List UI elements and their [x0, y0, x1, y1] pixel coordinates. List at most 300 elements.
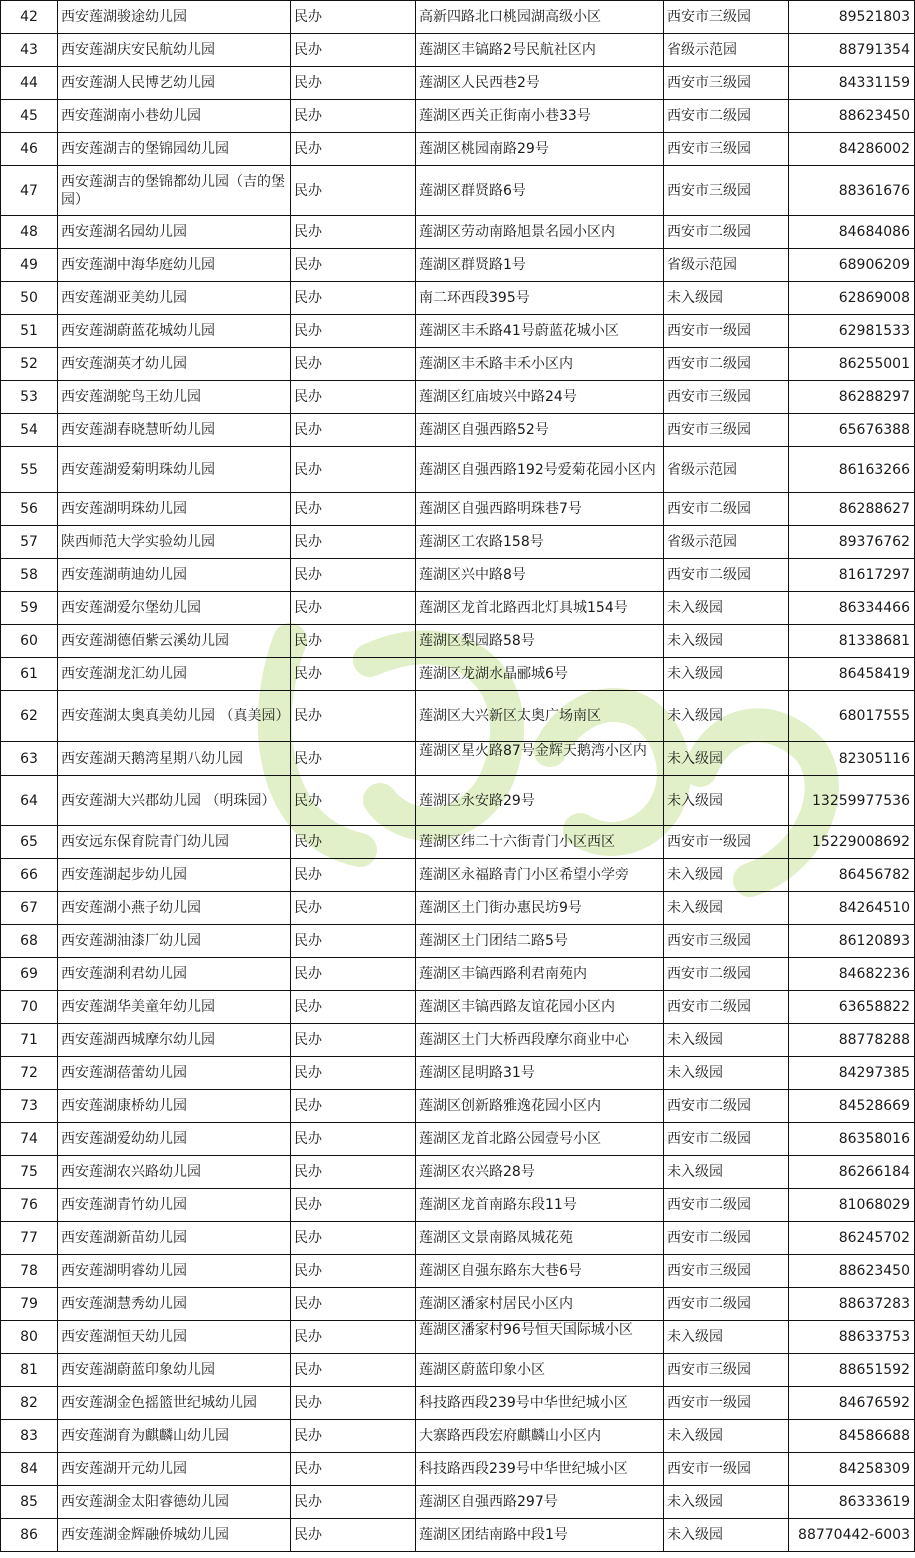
row-index: 73	[1, 1090, 58, 1123]
grade-level: 西安市二级园	[664, 100, 789, 133]
kindergarten-address: 莲湖区丰禾路41号蔚蓝花城小区	[416, 315, 664, 348]
ownership-type: 民办	[291, 1288, 416, 1321]
kindergarten-name: 西安莲湖龙汇幼儿园	[58, 658, 291, 691]
row-index: 72	[1, 1057, 58, 1090]
phone-number: 84528669	[789, 1090, 915, 1123]
ownership-type: 民办	[291, 1321, 416, 1354]
table-row	[1, 34, 915, 67]
table-row	[1, 742, 915, 776]
row-index: 78	[1, 1255, 58, 1288]
phone-number: 81338681	[789, 625, 915, 658]
kindergarten-address: 莲湖区农兴路28号	[416, 1156, 664, 1189]
grade-level: 西安市二级园	[664, 493, 789, 526]
ownership-type: 民办	[291, 1453, 416, 1486]
kindergarten-name: 西安莲湖太奥真美幼儿园 （真美园）	[58, 691, 291, 742]
kindergarten-name: 西安莲湖中海华庭幼儿园	[58, 249, 291, 282]
phone-number: 65676388	[789, 414, 915, 447]
kindergarten-address: 莲湖区团结南路中段1号	[416, 1519, 664, 1552]
table-row	[1, 216, 915, 249]
table-row	[1, 1255, 915, 1288]
grade-level: 未入级园	[664, 1057, 789, 1090]
kindergarten-address: 莲湖区永福路青门小区希望小学旁	[416, 859, 664, 892]
table-row	[1, 1123, 915, 1156]
kindergarten-name: 西安莲湖蔚蓝印象幼儿园	[58, 1354, 291, 1387]
grade-level: 未入级园	[664, 1321, 789, 1354]
kindergarten-name: 西安莲湖慧秀幼儿园	[58, 1288, 291, 1321]
table-row	[1, 166, 915, 216]
kindergarten-name: 西安莲湖金太阳睿德幼儿园	[58, 1486, 291, 1519]
grade-level: 西安市三级园	[664, 1, 789, 34]
phone-number: 88791354	[789, 34, 915, 67]
grade-level: 西安市二级园	[664, 1123, 789, 1156]
kindergarten-address: 科技路西段239号中华世纪城小区	[416, 1453, 664, 1486]
kindergarten-name: 西安莲湖天鹅湾星期八幼儿园	[58, 742, 291, 776]
table-row	[1, 1222, 915, 1255]
kindergarten-address: 莲湖区大兴新区太奥广场南区	[416, 691, 664, 742]
ownership-type: 民办	[291, 1255, 416, 1288]
grade-level: 省级示范园	[664, 34, 789, 67]
grade-level: 西安市二级园	[664, 1090, 789, 1123]
row-index: 71	[1, 1024, 58, 1057]
row-index: 84	[1, 1453, 58, 1486]
ownership-type: 民办	[291, 826, 416, 859]
ownership-type: 民办	[291, 1354, 416, 1387]
row-index: 85	[1, 1486, 58, 1519]
ownership-type: 民办	[291, 249, 416, 282]
phone-number: 88637283	[789, 1288, 915, 1321]
kindergarten-address: 莲湖区梨园路58号	[416, 625, 664, 658]
table-row	[1, 1486, 915, 1519]
kindergarten-name: 西安莲湖骏途幼儿园	[58, 1, 291, 34]
phone-number: 86334466	[789, 592, 915, 625]
ownership-type: 民办	[291, 592, 416, 625]
row-index: 53	[1, 381, 58, 414]
row-index: 67	[1, 892, 58, 925]
ownership-type: 民办	[291, 414, 416, 447]
table-row	[1, 859, 915, 892]
row-index: 74	[1, 1123, 58, 1156]
kindergarten-address-text: 莲湖区潘家村96号恒天国际城小区	[419, 1322, 633, 1338]
row-index: 61	[1, 658, 58, 691]
phone-number: 84586688	[789, 1420, 915, 1453]
table-row	[1, 991, 915, 1024]
phone-number: 86288297	[789, 381, 915, 414]
table-row	[1, 348, 915, 381]
kindergarten-address: 莲湖区自强东路东大巷6号	[416, 1255, 664, 1288]
kindergarten-name: 西安莲湖金辉融侨城幼儿园	[58, 1519, 291, 1552]
grade-level: 西安市二级园	[664, 1288, 789, 1321]
grade-level: 西安市三级园	[664, 925, 789, 958]
grade-level: 未入级园	[664, 776, 789, 826]
row-index: 76	[1, 1189, 58, 1222]
kindergarten-address: 莲湖区永安路29号	[416, 776, 664, 826]
row-index: 50	[1, 282, 58, 315]
row-index: 44	[1, 67, 58, 100]
kindergarten-name: 西安莲湖爱幼幼儿园	[58, 1123, 291, 1156]
ownership-type: 民办	[291, 216, 416, 249]
kindergarten-address: 莲湖区兴中路8号	[416, 559, 664, 592]
kindergarten-address: 莲湖区自强西路52号	[416, 414, 664, 447]
kindergarten-name: 西安莲湖新苗幼儿园	[58, 1222, 291, 1255]
phone-number: 86255001	[789, 348, 915, 381]
phone-number: 88633753	[789, 1321, 915, 1354]
phone-number: 84684086	[789, 216, 915, 249]
kindergarten-address: 高新四路北口桃园湖高级小区	[416, 1, 664, 34]
row-index: 70	[1, 991, 58, 1024]
grade-level: 西安市三级园	[664, 133, 789, 166]
grade-level: 未入级园	[664, 1519, 789, 1552]
table-row	[1, 133, 915, 166]
table-row	[1, 925, 915, 958]
grade-level: 西安市一级园	[664, 826, 789, 859]
ownership-type: 民办	[291, 1090, 416, 1123]
kindergarten-name: 西安莲湖起步幼儿园	[58, 859, 291, 892]
kindergarten-address: 莲湖区潘家村居民小区内	[416, 1288, 664, 1321]
kindergarten-address: 莲湖区丰禾路丰禾小区内	[416, 348, 664, 381]
table-row	[1, 1090, 915, 1123]
table-row	[1, 447, 915, 493]
table-row	[1, 1420, 915, 1453]
kindergarten-address: 莲湖区丰镐西路友谊花园小区内	[416, 991, 664, 1024]
table-row	[1, 315, 915, 348]
table-row	[1, 1024, 915, 1057]
kindergarten-name: 西安莲湖萌迪幼儿园	[58, 559, 291, 592]
phone-number: 62869008	[789, 282, 915, 315]
kindergarten-name: 西安莲湖西城摩尔幼儿园	[58, 1024, 291, 1057]
row-index: 55	[1, 447, 58, 493]
phone-number: 86288627	[789, 493, 915, 526]
kindergarten-name: 西安莲湖英才幼儿园	[58, 348, 291, 381]
ownership-type: 民办	[291, 1222, 416, 1255]
phone-number: 86333619	[789, 1486, 915, 1519]
table-row	[1, 1387, 915, 1420]
table-row	[1, 493, 915, 526]
kindergarten-name: 陕西师范大学实验幼儿园	[58, 526, 291, 559]
kindergarten-address: 莲湖区人民西巷2号	[416, 67, 664, 100]
kindergarten-address: 南二环西段395号	[416, 282, 664, 315]
kindergarten-address: 莲湖区土门团结二路5号	[416, 925, 664, 958]
phone-number: 84676592	[789, 1387, 915, 1420]
table-row	[1, 1519, 915, 1552]
kindergarten-name: 西安莲湖金色摇篮世纪城幼儿园	[58, 1387, 291, 1420]
phone-number: 62981533	[789, 315, 915, 348]
table-row	[1, 776, 915, 826]
grade-level: 西安市二级园	[664, 991, 789, 1024]
kindergarten-name: 西安莲湖名园幼儿园	[58, 216, 291, 249]
grade-level: 未入级园	[664, 592, 789, 625]
kindergarten-address	[416, 742, 664, 776]
ownership-type: 民办	[291, 526, 416, 559]
row-index: 47	[1, 166, 58, 216]
phone-number: 84264510	[789, 892, 915, 925]
grade-level: 未入级园	[664, 625, 789, 658]
grade-level: 西安市三级园	[664, 381, 789, 414]
row-index: 68	[1, 925, 58, 958]
row-index: 82	[1, 1387, 58, 1420]
grade-level: 省级示范园	[664, 249, 789, 282]
phone-number: 68017555	[789, 691, 915, 742]
grade-level: 西安市三级园	[664, 1255, 789, 1288]
kindergarten-name: 西安莲湖爱尔堡幼儿园	[58, 592, 291, 625]
ownership-type: 民办	[291, 348, 416, 381]
kindergarten-name: 西安莲湖油漆厂幼儿园	[58, 925, 291, 958]
row-index: 52	[1, 348, 58, 381]
kindergarten-name: 西安莲湖恒天幼儿园	[58, 1321, 291, 1354]
ownership-type: 民办	[291, 1387, 416, 1420]
row-index: 57	[1, 526, 58, 559]
ownership-type: 民办	[291, 1420, 416, 1453]
kindergarten-name: 西安莲湖吉的堡锦园幼儿园	[58, 133, 291, 166]
kindergarten-name: 西安莲湖蔚蓝花城幼儿园	[58, 315, 291, 348]
phone-number: 81068029	[789, 1189, 915, 1222]
table-row	[1, 1321, 915, 1354]
phone-number: 84331159	[789, 67, 915, 100]
row-index: 43	[1, 34, 58, 67]
kindergarten-name: 西安莲湖开元幼儿园	[58, 1453, 291, 1486]
kindergarten-name: 西安莲湖大兴郡幼儿园 （明珠园）	[58, 776, 291, 826]
row-index: 64	[1, 776, 58, 826]
kindergarten-name: 西安莲湖亚美幼儿园	[58, 282, 291, 315]
ownership-type: 民办	[291, 742, 416, 776]
kindergarten-name: 西安莲湖春晓慧昕幼儿园	[58, 414, 291, 447]
phone-number: 88770442-6003	[789, 1519, 915, 1552]
table-row	[1, 592, 915, 625]
table-row	[1, 381, 915, 414]
ownership-type: 民办	[291, 447, 416, 493]
phone-number: 15229008692	[789, 826, 915, 859]
ownership-type: 民办	[291, 859, 416, 892]
grade-level: 未入级园	[664, 658, 789, 691]
table-row	[1, 1288, 915, 1321]
kindergarten-address: 莲湖区工农路158号	[416, 526, 664, 559]
kindergarten-name: 西安远东保育院青门幼儿园	[58, 826, 291, 859]
ownership-type: 民办	[291, 282, 416, 315]
ownership-type: 民办	[291, 925, 416, 958]
ownership-type: 民办	[291, 1486, 416, 1519]
kindergarten-address: 莲湖区自强西路192号爱菊花园小区内	[416, 447, 664, 493]
kindergarten-address: 大寨路西段宏府麒麟山小区内	[416, 1420, 664, 1453]
phone-number: 86266184	[789, 1156, 915, 1189]
phone-number: 86456782	[789, 859, 915, 892]
kindergarten-address: 莲湖区丰镐西路利君南苑内	[416, 958, 664, 991]
table-row	[1, 1057, 915, 1090]
kindergarten-name: 西安莲湖农兴路幼儿园	[58, 1156, 291, 1189]
table-row	[1, 826, 915, 859]
ownership-type: 民办	[291, 315, 416, 348]
ownership-type: 民办	[291, 67, 416, 100]
kindergarten-address: 莲湖区龙首北路西北灯具城154号	[416, 592, 664, 625]
kindergarten-name: 西安莲湖明睿幼儿园	[58, 1255, 291, 1288]
ownership-type: 民办	[291, 100, 416, 133]
ownership-type: 民办	[291, 892, 416, 925]
grade-level: 西安市三级园	[664, 67, 789, 100]
kindergarten-address: 莲湖区桃园南路29号	[416, 133, 664, 166]
grade-level: 西安市二级园	[664, 958, 789, 991]
table-row	[1, 658, 915, 691]
row-index: 62	[1, 691, 58, 742]
phone-number: 82305116	[789, 742, 915, 776]
grade-level: 西安市二级园	[664, 1189, 789, 1222]
kindergarten-address: 莲湖区龙湖水晶郦城6号	[416, 658, 664, 691]
row-index: 51	[1, 315, 58, 348]
row-index: 59	[1, 592, 58, 625]
phone-number: 63658822	[789, 991, 915, 1024]
phone-number: 84682236	[789, 958, 915, 991]
phone-number: 84286002	[789, 133, 915, 166]
ownership-type: 民办	[291, 958, 416, 991]
phone-number: 88778288	[789, 1024, 915, 1057]
grade-level: 未入级园	[664, 892, 789, 925]
kindergarten-address: 科技路西段239号中华世纪城小区	[416, 1387, 664, 1420]
phone-number: 88651592	[789, 1354, 915, 1387]
ownership-type: 民办	[291, 1123, 416, 1156]
row-index: 79	[1, 1288, 58, 1321]
row-index: 77	[1, 1222, 58, 1255]
table-row	[1, 892, 915, 925]
kindergarten-name: 西安莲湖华美童年幼儿园	[58, 991, 291, 1024]
row-index: 56	[1, 493, 58, 526]
row-index: 86	[1, 1519, 58, 1552]
phone-number: 86358016	[789, 1123, 915, 1156]
table-row	[1, 1189, 915, 1222]
row-index: 65	[1, 826, 58, 859]
table-row	[1, 1453, 915, 1486]
kindergarten-address: 莲湖区昆明路31号	[416, 1057, 664, 1090]
table-row	[1, 282, 915, 315]
grade-level: 西安市二级园	[664, 559, 789, 592]
row-index: 54	[1, 414, 58, 447]
table-row	[1, 559, 915, 592]
grade-level: 未入级园	[664, 1156, 789, 1189]
row-index: 83	[1, 1420, 58, 1453]
kindergarten-name: 西安莲湖德佰紫云溪幼儿园	[58, 625, 291, 658]
table-row	[1, 526, 915, 559]
kindergarten-address: 莲湖区龙首北路公园壹号小区	[416, 1123, 664, 1156]
kindergarten-address: 莲湖区劳动南路旭景名园小区内	[416, 216, 664, 249]
grade-level: 未入级园	[664, 1024, 789, 1057]
row-index: 66	[1, 859, 58, 892]
row-index: 58	[1, 559, 58, 592]
phone-number: 68906209	[789, 249, 915, 282]
kindergarten-address: 莲湖区龙首南路东段11号	[416, 1189, 664, 1222]
kindergarten-address: 莲湖区文景南路凤城花苑	[416, 1222, 664, 1255]
table-row	[1, 67, 915, 100]
ownership-type: 民办	[291, 1, 416, 34]
grade-level: 未入级园	[664, 742, 789, 776]
kindergarten-address: 莲湖区自强西路明珠巷7号	[416, 493, 664, 526]
row-index: 60	[1, 625, 58, 658]
grade-level: 西安市二级园	[664, 216, 789, 249]
kindergarten-name: 西安莲湖青竹幼儿园	[58, 1189, 291, 1222]
ownership-type: 民办	[291, 776, 416, 826]
grade-level: 未入级园	[664, 282, 789, 315]
ownership-type: 民办	[291, 658, 416, 691]
kindergarten-name: 西安莲湖吉的堡锦都幼儿园（吉的堡园）	[58, 166, 291, 216]
phone-number: 81617297	[789, 559, 915, 592]
kindergarten-address: 莲湖区蔚蓝印象小区	[416, 1354, 664, 1387]
phone-number: 86120893	[789, 925, 915, 958]
phone-number: 13259977536	[789, 776, 915, 826]
ownership-type: 民办	[291, 166, 416, 216]
grade-level: 西安市三级园	[664, 1354, 789, 1387]
grade-level: 未入级园	[664, 1420, 789, 1453]
phone-number: 86458419	[789, 658, 915, 691]
grade-level: 西安市一级园	[664, 1387, 789, 1420]
grade-level: 未入级园	[664, 1486, 789, 1519]
kindergarten-address: 莲湖区群贤路6号	[416, 166, 664, 216]
ownership-type: 民办	[291, 1156, 416, 1189]
phone-number: 86245702	[789, 1222, 915, 1255]
table-row	[1, 1, 915, 34]
grade-level: 省级示范园	[664, 526, 789, 559]
row-index: 81	[1, 1354, 58, 1387]
kindergarten-name: 西安莲湖南小巷幼儿园	[58, 100, 291, 133]
ownership-type: 民办	[291, 625, 416, 658]
row-index: 69	[1, 958, 58, 991]
kindergarten-name: 西安莲湖利君幼儿园	[58, 958, 291, 991]
ownership-type: 民办	[291, 34, 416, 67]
row-index: 75	[1, 1156, 58, 1189]
kindergarten-address: 莲湖区纬二十六街青门小区西区	[416, 826, 664, 859]
ownership-type: 民办	[291, 559, 416, 592]
kindergarten-address: 莲湖区群贤路1号	[416, 249, 664, 282]
kindergarten-address: 莲湖区土门大桥西段摩尔商业中心	[416, 1024, 664, 1057]
table-row	[1, 958, 915, 991]
phone-number: 84297385	[789, 1057, 915, 1090]
phone-number: 84258309	[789, 1453, 915, 1486]
table-row	[1, 249, 915, 282]
kindergarten-name: 西安莲湖庆安民航幼儿园	[58, 34, 291, 67]
kindergarten-name: 西安莲湖爱菊明珠幼儿园	[58, 447, 291, 493]
grade-level: 西安市一级园	[664, 1453, 789, 1486]
phone-number: 89376762	[789, 526, 915, 559]
row-index: 49	[1, 249, 58, 282]
grade-level: 西安市一级园	[664, 315, 789, 348]
table-row	[1, 1156, 915, 1189]
grade-level: 西安市二级园	[664, 348, 789, 381]
kindergarten-name: 西安莲湖人民博艺幼儿园	[58, 67, 291, 100]
row-index: 42	[1, 1, 58, 34]
ownership-type: 民办	[291, 1024, 416, 1057]
kindergarten-address: 莲湖区红庙坡兴中路24号	[416, 381, 664, 414]
row-index: 80	[1, 1321, 58, 1354]
grade-level: 西安市二级园	[664, 1222, 789, 1255]
phone-number: 89521803	[789, 1, 915, 34]
grade-level: 西安市三级园	[664, 166, 789, 216]
table-row	[1, 1354, 915, 1387]
row-index: 46	[1, 133, 58, 166]
phone-number: 88361676	[789, 166, 915, 216]
table-row	[1, 625, 915, 658]
row-index: 48	[1, 216, 58, 249]
kindergarten-address: 莲湖区土门街办惠民坊9号	[416, 892, 664, 925]
kindergarten-name: 西安莲湖小燕子幼儿园	[58, 892, 291, 925]
row-index: 45	[1, 100, 58, 133]
ownership-type: 民办	[291, 381, 416, 414]
ownership-type: 民办	[291, 1057, 416, 1090]
table-row	[1, 100, 915, 133]
table-body	[1, 1, 915, 1552]
table-row	[1, 691, 915, 742]
row-index: 63	[1, 742, 58, 776]
grade-level: 省级示范园	[664, 447, 789, 493]
table-row	[1, 414, 915, 447]
kindergarten-name: 西安莲湖蓓蕾幼儿园	[58, 1057, 291, 1090]
ownership-type: 民办	[291, 1519, 416, 1552]
phone-number: 88623450	[789, 1255, 915, 1288]
kindergarten-address: 莲湖区西关正街南小巷33号	[416, 100, 664, 133]
grade-level: 未入级园	[664, 859, 789, 892]
